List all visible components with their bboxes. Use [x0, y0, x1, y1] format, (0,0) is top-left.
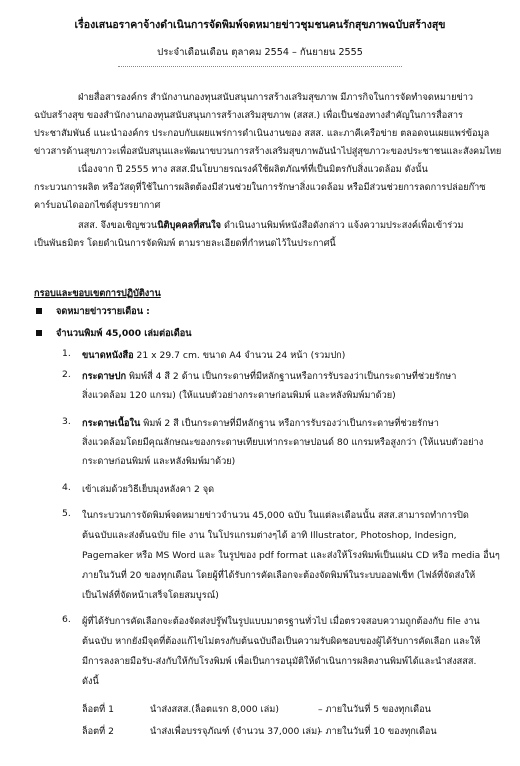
document-subtitle: ประจำเดือนเดือน ตุลาคม 2554 – กันยายน 2555 [157, 47, 363, 58]
item-3-line: กระดาษก่อนพิมพ์ และหลังพิมพ์มาด้วย) [82, 456, 236, 467]
item-6-line: ผู้ที่ได้รับการคัดเลือกจะต้องจัดส่งปรู๊ฟในรูปแบบมาตรฐานทั่วไป เมื่อตรวจสอบความถูกต้องกับ file งาน [82, 616, 480, 627]
item-number: 5. [62, 508, 71, 519]
item-number: 4. [62, 482, 71, 493]
item-1-title: ขนาดหนังสือ [82, 350, 134, 361]
item-1-text: 21 x 29.7 cm. ขนาด A4 จำนวน 24 หน้า (รวมปก) [133, 350, 346, 361]
item-number: 1. [62, 348, 71, 359]
item-6-line: มีการลงลายมือรับ-ส่งกับให้กับโรงพิมพ์ เพื่อเป็นการอนุมัติให้ดำเนินการผลิตงานพิมพ์ได้และนำส่งสสส. [82, 656, 477, 667]
bullet-item: จดหมายข่าวรายเดือน : [56, 306, 150, 317]
item-5-line: เป็นไฟล์ที่จัดหน้าเสร็จโดยสมบูรณ์) [82, 590, 219, 601]
para3-line [78, 218, 463, 233]
intro-line: ฝ่ายสื่อสารองค์กร สำนักงานกองทุนสนับสนุนการสร้างเสริมสุขภาพ มีภารกิจในการจัดทำจดหมายข่าว [78, 92, 474, 103]
item-2-title: กระดาษปก [82, 371, 127, 382]
item-4: เข้าเล่มด้วยวิธีเย็บมุงหลังคา 2 จุด [82, 484, 215, 495]
para2-line: กระบวนการผลิต หรือวัสดุที่ใช้ในการผลิตต้องมีส่วนช่วยในการรักษาสิ่งแวดล้อม หรือมีส่วนช่วยการลดการปล่อยก๊าซ [34, 182, 486, 193]
item-3-line: สิ่งแวดล้อมโดยมีคุณลักษณะของกระดาษเทียบเท่ากระดาษปอนด์ 80 แกรมหรือสูงกว่า (ให้แนบตัวอย่าง [82, 437, 484, 448]
lot-deadline: – ภายในวันที่ 10 ของทุกเดือน [318, 726, 437, 737]
para3-line: เป็นพันธมิตร โดยดำเนินการจัดพิมพ์ ตามรายละเอียดที่กำหนดไว้ในประกาศนี้ [34, 238, 336, 249]
para2-line: คาร์บอนไดออกไซด์สู่บรรยากาศ [34, 200, 161, 211]
lot-label: ล็อตที่ 1 [82, 704, 114, 715]
item-2 [82, 369, 456, 384]
bullet-icon [36, 330, 42, 336]
bullet-icon [36, 308, 42, 314]
item-6-line: ต้นฉบับ หากยังมีจุดที่ต้องแก้ไขไม่ตรงกับต้นฉบับถือเป็นความรับผิดชอบของผู้ได้รับการคัดเลือก และให้ [82, 636, 481, 647]
lot-desc: นำส่งเพื่อบรรจุภัณฑ์ (จำนวน 37,000 เล่ม) [150, 726, 321, 737]
para2-line: เนื่องจาก ปี 2555 ทาง สสส.มีนโยบายรณรงค์ใช้ผลิตภัณฑ์ที่เป็นมิตรกับสิ่งแวดล้อม ดังนั้น [78, 164, 428, 175]
lot-deadline: – ภายในวันที่ 5 ของทุกเดือน [318, 704, 431, 715]
item-number: 3. [62, 416, 71, 427]
lot-desc: นำส่งสสส.(ล็อตแรก 8,000 เล่ม) [150, 704, 279, 715]
intro-line: ฉบับสร้างสุข ของสำนักงานกองทุนสนับสนุนการสร้างเสริมสุขภาพ (สสส.) เพื่อเป็นช่องทางสำคัญในการสื่อสาร [34, 110, 463, 121]
item-3-text: พิมพ์ 2 สี เป็นกระดาษที่มีหลักฐาน หรือการรับรองว่าเป็นกระดาษที่ช่วยรักษา [140, 418, 439, 429]
intro-line: ประชาสัมพันธ์ แนะนำองค์กร ประกอบกับเผยแพร่การดำเนินงานของ สสส. และภาคีเครือข่าย ตลอดจนเผยแพร่ข้อมูล [34, 128, 490, 139]
lot-label: ล็อตที่ 2 [82, 726, 114, 737]
item-number: 2. [62, 369, 71, 380]
item-3-title: กระดาษเนื้อใน [82, 418, 141, 429]
intro-line: ข่าวสารด้านสุขภาวะเพื่อสนับสนุนและพัฒนาขบวนการสร้างเสริมสุขภาพอันนำไปสู่สุขภาวะของประชาชนและสังคมไทย [34, 146, 502, 157]
separator-line [118, 66, 402, 67]
item-5-line: Pagemaker หรือ MS Word และ ในรูปของ pdf format และส่งให้โรงพิมพ์เป็นแผ่น CD หรือ media อื่นๆ [82, 550, 500, 561]
para3-text: สสส. จึงขอเชิญชวน [78, 220, 158, 231]
item-1 [82, 348, 345, 363]
item-5-line: ภายในวันที่ 20 ของทุกเดือน โดยผู้ที่ได้รับการคัดเลือกจะต้องจัดพิมพ์ในระบบออฟเซ็ท (ไฟล์ที่จัดส่งให้ [82, 570, 476, 581]
item-6-line: ดังนี้ [82, 676, 99, 687]
item-number: 6. [62, 614, 71, 625]
item-5-line: ในกระบวนการจัดพิมพ์จดหมายข่าวจำนวน 45,000 ฉบับ ในแต่ละเดือนนั้น สสส.สามารถทำการปิด [82, 510, 469, 521]
para3-text: ดำเนินงานพิมพ์หนังสือดังกล่าว แจ้งความประสงค์เพื่อเข้าร่วม [221, 220, 464, 231]
item-5-line: ต้นฉบับและส่งต้นฉบับ file งาน ในโปรแกรมต่างๆได้ อาทิ Illustrator, Photoshop, Indesign, [82, 530, 457, 541]
item-3 [82, 416, 439, 431]
item-2-text: พิมพ์สี่ 4 สี 2 ด้าน เป็นกระดาษที่มีหลักฐานหรือการรับรองว่าเป็นกระดาษที่ช่วยรักษา [126, 371, 457, 382]
item-2-line: สิ่งแวดล้อม 120 แกรม) (ให้แนบตัวอย่างกระดาษก่อนพิมพ์ และหลังพิมพ์มาด้วย) [82, 390, 396, 401]
para3-bold: นิติบุคคลที่สนใจ [157, 220, 222, 231]
bullet-item: จำนวนพิมพ์ 45,000 เล่มต่อเดือน [56, 328, 192, 339]
document-title: เรื่องเสนอราคาจ้างดำเนินการจัดพิมพ์จดหมายข่าวชุมชนคนรักสุขภาพฉบับสร้างสุข [74, 19, 446, 31]
section-heading: กรอบและขอบเขตการปฏิบัติงาน [34, 288, 161, 299]
